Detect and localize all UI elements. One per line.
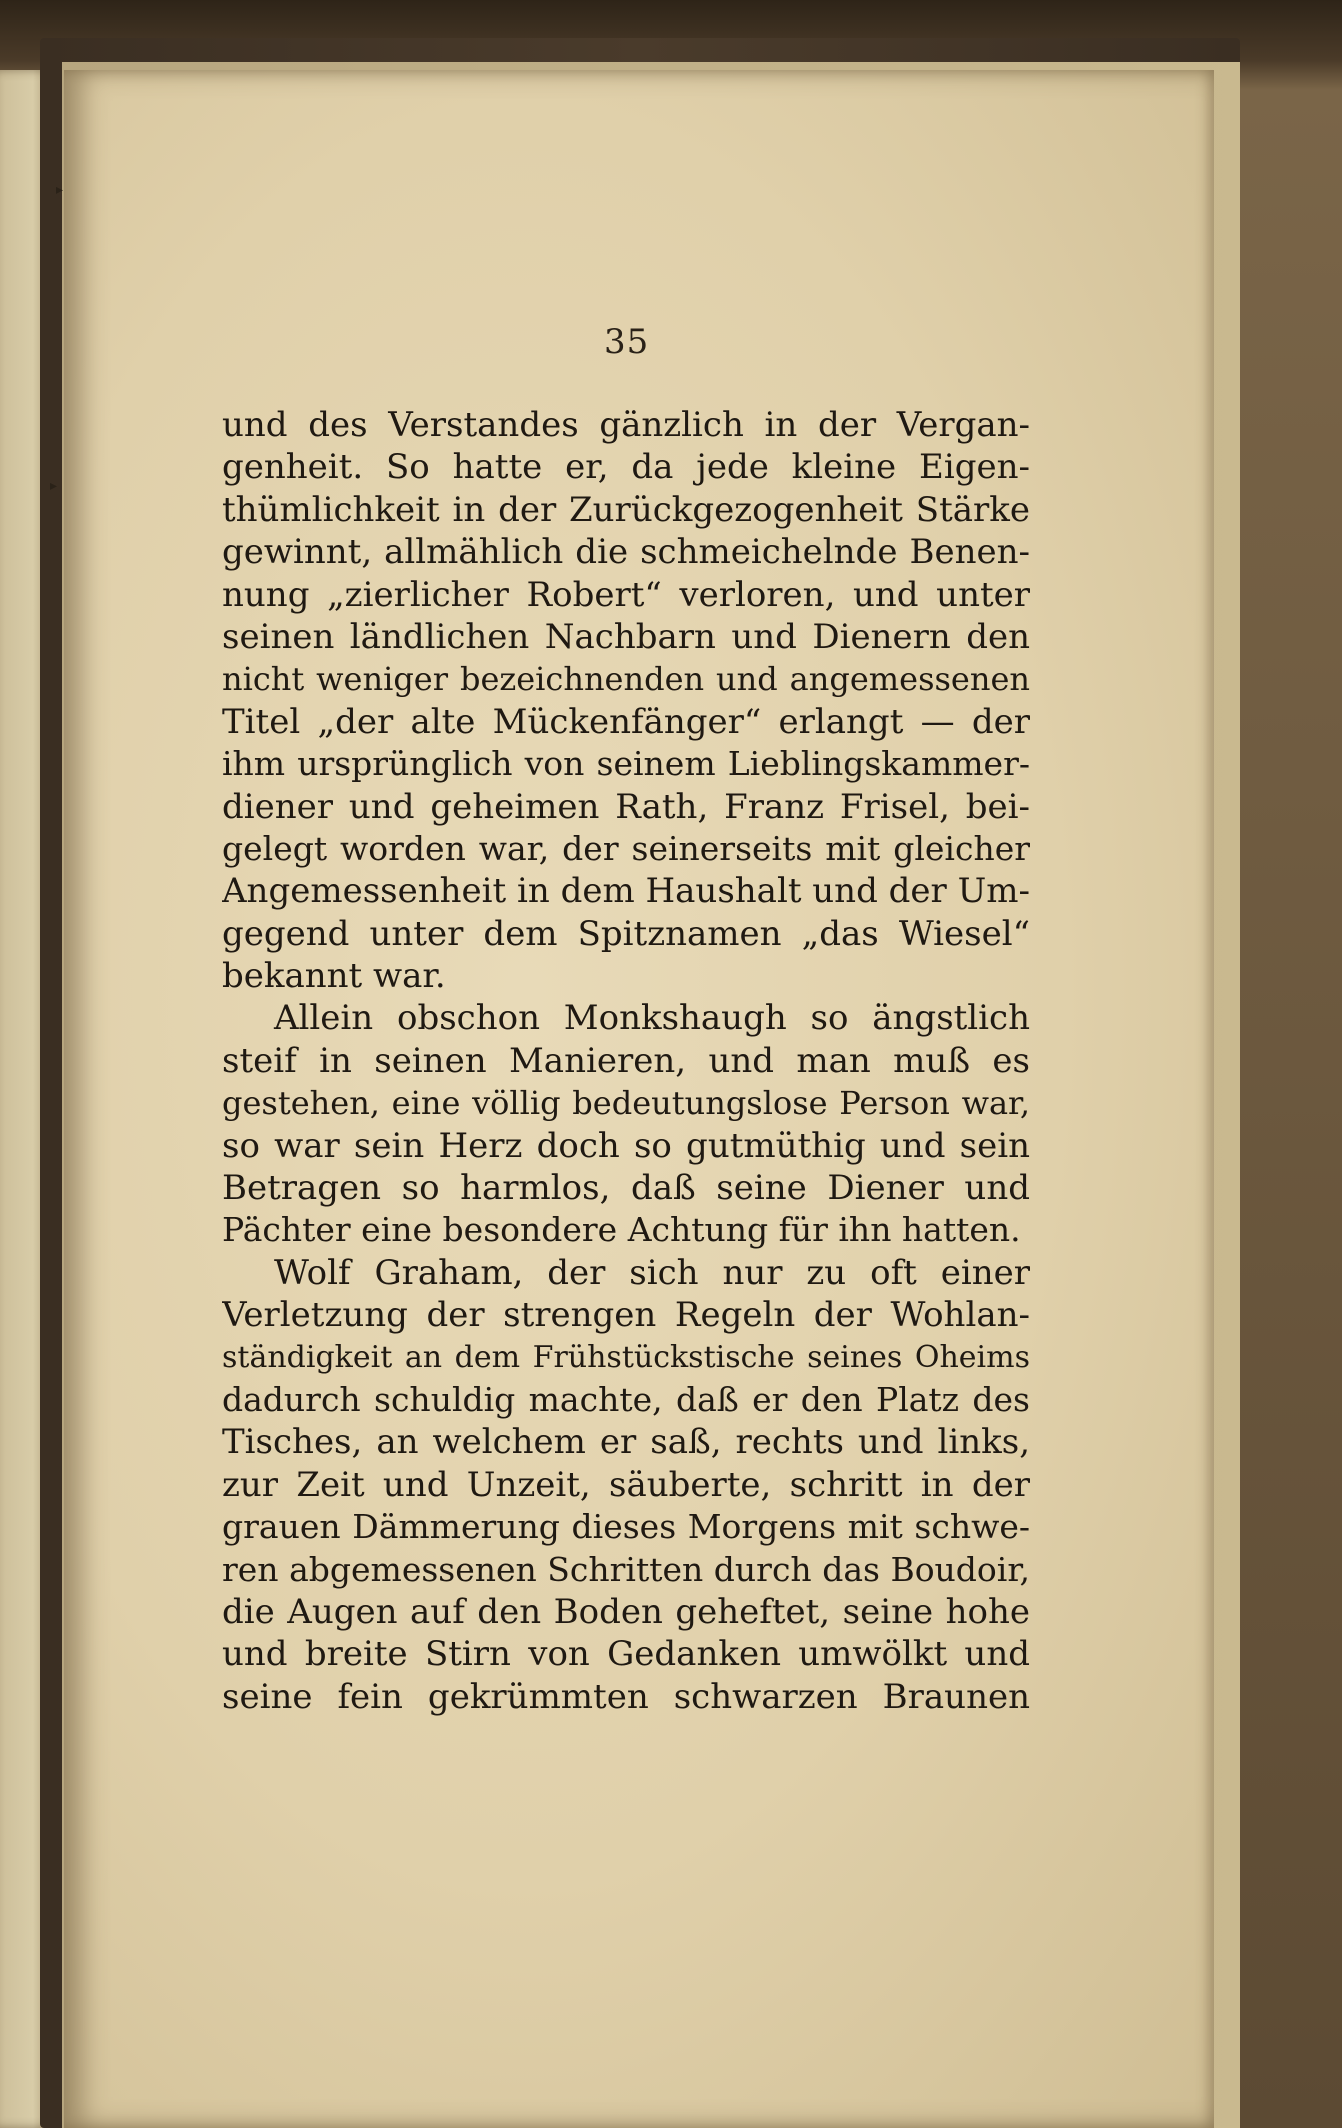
text-line: nicht weniger bezeichnenden und angemessenen [222,660,1030,699]
text-line: ren abgemessenen Schritten durch das Boudoir, [222,1549,1030,1589]
text-line: grauen Dämmerung dieses Morgens mit schwe- [222,1507,1030,1547]
text-line: thümlichkeit in der Zurückgezogenheit Stärke [222,489,1030,530]
text-line: gestehen, eine völlig bedeutungslose Person war, [222,1084,1030,1123]
text-line: zur Zeit und Unzeit, säuberte, schritt in der [222,1464,1030,1505]
text-line: die Augen auf den Boden geheftet, seine hohe [222,1591,1030,1632]
text-line: gelegt worden war, der seinerseits mit gleicher [222,828,1030,868]
text-line: Pächter eine besondere Achtung für ihn hatten. [222,1210,1021,1250]
text-line: gegend unter dem Spitznamen „das Wiesel“ [222,913,1030,954]
page-text [222,404,1030,1718]
text-line: und breite Stirn von Gedanken umwölkt und [222,1634,1030,1675]
text-line: Angemessenheit in dem Haushalt und der Um- [222,871,1030,912]
text-line: und des Verstandes gänzlich in der Vergan- [222,405,1030,445]
text-line: Tisches, an welchem er saß, rechts und links, [222,1422,1030,1463]
text-line: Allein obschon Monkshaugh so ängstlich [274,998,1030,1039]
text-line: ihm ursprünglich von seinem Lieblingskammer- [222,744,1030,784]
text-line: steif in seinen Manieren, und man muß es [222,1040,1030,1081]
text-line: Betragen so harmlos, daß seine Diener und [222,1168,1030,1209]
text-line: seinen ländlichen Nachbarn und Dienern den [222,616,1030,657]
text-line: Wolf Graham, der sich nur zu oft einer [274,1252,1030,1293]
text-line: ständigkeit an dem Frühstückstische seines Oheims [222,1339,1030,1375]
text-line: Verletzung der strengen Regeln der Wohlan- [222,1295,1030,1336]
text-line: diener und geheimen Rath, Franz Frisel, bei- [222,786,1030,827]
text-line: dadurch schuldig machte, daß er den Platz des [222,1379,1030,1419]
text-line: seine fein gekrümmten schwarzen Braunen [222,1676,1030,1717]
text-line: nung „zierlicher Robert“ verloren, und unter [222,574,1030,615]
margin-mark: ▸ [56,182,64,198]
text-line: gewinnt, allmählich die schmeichelnde Benen- [222,532,1030,573]
margin-mark: ▸ [50,478,58,494]
page-number: 35 [604,322,650,362]
text-line: Titel „der alte Mückenfänger“ erlangt — der [222,701,1030,742]
text-line: so war sein Herz doch so gutmüthig und sein [222,1125,1030,1166]
text-line: bekannt war. [222,956,446,997]
text-line: genheit. So hatte er, da jede kleine Eigen- [222,447,1030,488]
